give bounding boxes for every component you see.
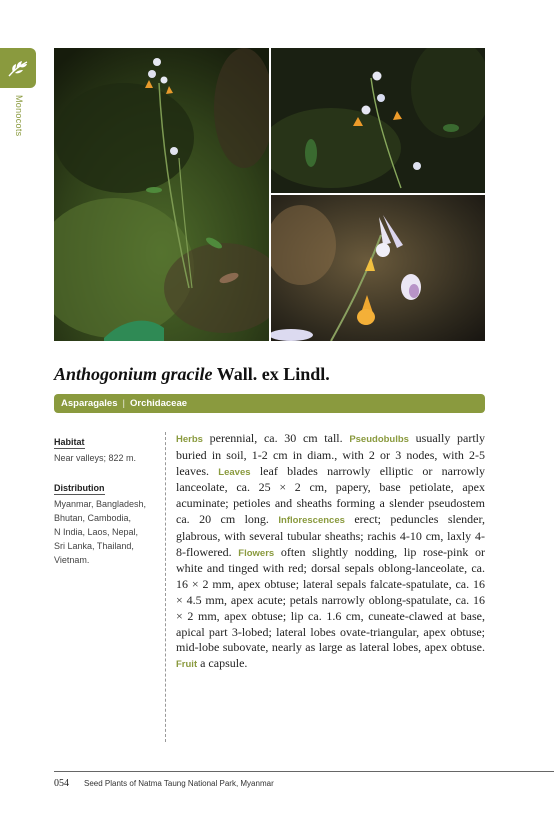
pseudobulbs-text: usually partly buried in soil, 1-2 cm in diam., with 2 or 3 nodes, with 2-5 leaves. <box>176 431 485 478</box>
flowers-keyword: Flowers <box>238 547 275 559</box>
leaf-icon <box>6 56 30 80</box>
distribution-line: Sri Lanka, Thailand, <box>54 541 134 551</box>
distribution-line: Myanmar, Bangladesh, <box>54 499 147 509</box>
classification-separator: | <box>122 398 125 409</box>
habitat-heading: Habitat <box>54 437 85 447</box>
species-description <box>176 431 485 673</box>
habitat-photo <box>54 48 269 341</box>
distribution-line: Bhutan, Cambodia, <box>54 513 132 523</box>
distribution-line: Vietnam. <box>54 555 90 565</box>
flowers-text: often slightly nodding, lip rose-pink or white and tinged with red; dorsal sepals oblong-lanceolate, ca. 16 × 2 mm, apex obtuse; lateral sepals falcate-spatulate, ca. 16 × 4.5 mm, apex acute; petals narrowly oblong-spatulate, ca. 16 × 2 mm, apex obtuse; lip ca. 1.6 cm, cuneate-clawed at base, apical part 3-lobed; lateral lobes ovate-triangular, apex obtuse; mid-lobe subovate, nearly as large as lateral lobes, apex obtuse. <box>176 544 486 655</box>
inflorescences-keyword: Inflorescences <box>278 514 345 526</box>
inflorescence-photo <box>271 48 485 193</box>
herbs-text: perennial, ca. 30 cm tall. <box>202 431 350 445</box>
order-label: Asparagales <box>61 398 118 409</box>
species-name: Anthogonium gracile <box>54 364 213 384</box>
book-title: Seed Plants of Natma Taung National Park, Myanmar <box>84 779 274 788</box>
distribution-line: N India, Laos, Nepal, <box>54 527 139 537</box>
family-label: Orchidaceae <box>129 398 188 409</box>
distribution-heading: Distribution <box>54 483 105 493</box>
classification-bar <box>54 394 485 413</box>
inflorescences-text: erect; peduncles slender, glabrous, with several tubular sheaths; rachis 4-10 cm, laxly 4-8-flowered. <box>176 511 486 559</box>
leaves-keyword: Leaves <box>218 466 251 478</box>
habitat-text: Near valleys; 822 m. <box>54 453 137 463</box>
fruit-text: a capsule. <box>197 656 248 671</box>
species-author: Wall. ex Lindl. <box>216 364 330 384</box>
column-divider <box>165 432 166 742</box>
leaves-text: leaf blades narrowly elliptic or narrowly lanceolate, ca. 25 × 2 cm, papery, base petiolate, apex acuminate; petioles and sheaths forming a slender pseudostem ca. 20 cm long. <box>176 463 485 526</box>
section-label: Monocots <box>14 95 24 137</box>
sidebar <box>54 432 159 567</box>
fruit-keyword: Fruit <box>176 659 198 671</box>
footer-rule <box>54 771 554 772</box>
page-number: 054 <box>54 778 69 789</box>
flower-closeup-photo <box>271 195 485 341</box>
section-tab <box>0 48 36 88</box>
pseudobulbs-keyword: Pseudobulbs <box>349 434 409 445</box>
herbs-keyword: Herbs <box>176 434 203 445</box>
species-title <box>54 364 330 385</box>
distribution-text <box>54 497 159 567</box>
